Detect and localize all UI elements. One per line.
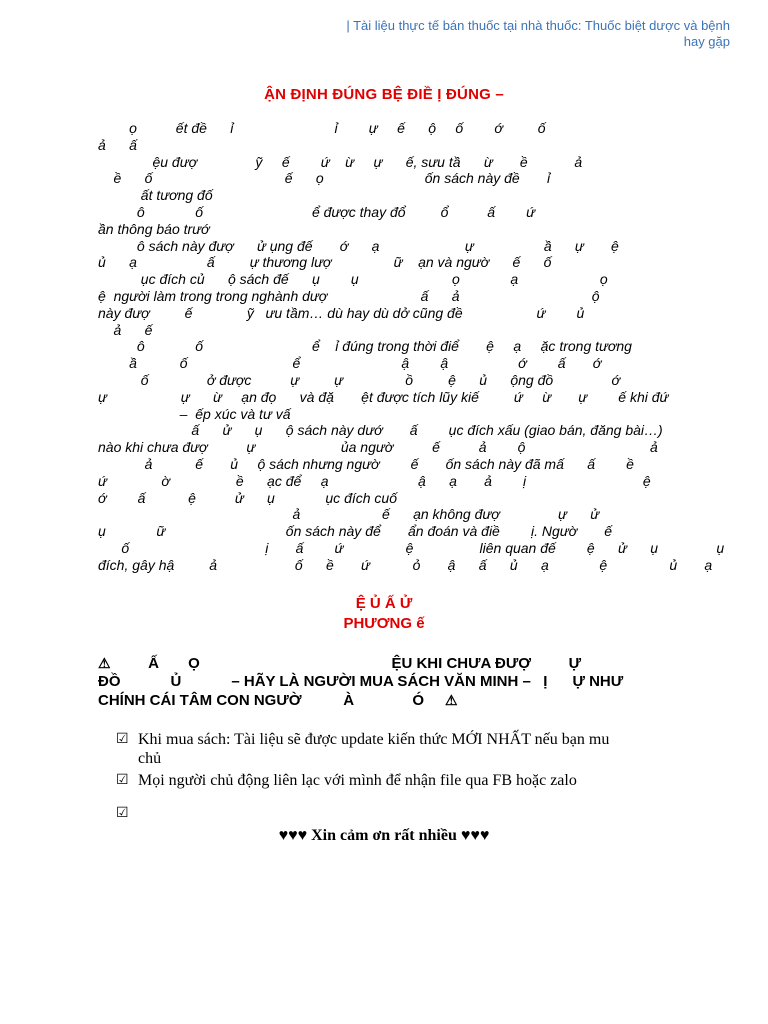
paragraph-line: ầ ố ể ậ ậ ớ ấ ớ [98, 355, 602, 372]
section-heading-line-2: PHƯƠNG ế [343, 615, 425, 632]
checklist-item-text-cont: chủ [138, 750, 162, 767]
checklist [116, 730, 716, 826]
paragraph-line: ô sách này đượ ử ụng đế ớ ạ ự ầ ự ệ [98, 237, 619, 254]
warning-icon: ⚠ [98, 655, 111, 671]
paragraph-line: ụ ữ ốn sách này để ẩn đoán và điề ị. Ngườ ế [98, 523, 613, 540]
checkbox-icon: ☑ [116, 805, 129, 821]
warning-line-3: CHÍNH CÁI TÂM CON NGƯỜ À Ó [98, 692, 425, 709]
paragraph-line: ô ố ể được thay đổ ổ ấ ứ [98, 203, 536, 220]
section-heading [0, 594, 768, 634]
paragraph-line: ô ố ể ỉ đúng trong thời điể ệ ạ ặc trong tương [98, 338, 632, 355]
paragraph-line: ấ ử ụ ộ sách này dướ ấ ục đích xấu (giao bán, đăng bài…) [98, 422, 663, 439]
document-header [260, 18, 730, 50]
checklist-item [116, 730, 716, 768]
paragraph-line: ự ự ừ ạn đọ và đặ ệt được tích lũy kiế ứ ừ ự ế khi đứ [98, 388, 669, 405]
checkbox-icon: ☑ [116, 772, 129, 788]
checklist-item [116, 804, 716, 823]
paragraph-line: ố ở được ự ự ồ ệ ủ ộng đồ ớ [98, 371, 620, 388]
disclaimer-paragraph [98, 120, 732, 574]
header-line-1: | Tài liệu thực tế bán thuốc tại nhà thuốc: Thuốc biệt dược và bệnh [346, 18, 730, 33]
paragraph-line: ả ế [98, 321, 153, 338]
section-title: ẬN ĐỊNH ĐÚNG BỆ ĐIỀ Ị ĐÚNG – [264, 86, 504, 103]
paragraph-line: ất tương đố [98, 187, 213, 204]
paragraph-line: ả ấ [98, 136, 137, 153]
checklist-item-text: Mọi người chủ động liên lạc với mình để nhận file qua FB hoặc zalo [138, 772, 577, 789]
paragraph-line: ả ế ủ ộ sách nhưng ngườ ế ốn sách này đã mấ ấ ề [98, 455, 634, 472]
paragraph-line: ệ người làm trong trong nghành dượ ấ ả ộ [98, 287, 600, 304]
header-line-2: hay gặp [683, 34, 730, 49]
paragraph-line: ề ố ế ọ ốn sách này đề ỉ [98, 170, 551, 187]
paragraph-line: – ếp xúc và tư vấ [98, 405, 291, 422]
paragraph-line: nào khi chưa đượ ự ủa ngườ ế ả ộ ả [98, 439, 658, 456]
paragraph-line: ả ế ạn không đượ ự ử [98, 506, 600, 523]
paragraph-line: ần thông báo trướ [98, 220, 210, 237]
paragraph-line: ớ ấ ệ ử ụ ục đích cuố [98, 489, 397, 506]
checklist-item-text: Khi mua sách: Tài liệu sẽ được update kiến thức MỚI NHẤT nếu bạn mu [138, 731, 610, 748]
thanks-line: ♥♥♥ Xin cảm ơn rất nhiều ♥♥♥ [278, 827, 490, 844]
paragraph-line: ố ị ấ ứ ệ liên quan đế ệ ử ụ ụ [98, 539, 725, 556]
warning-icon-end: ⚠ [444, 692, 458, 708]
paragraph-line: đích, gây hậ ả ố ề ứ ỏ ậ ấ ủ ạ ệ ủ ạ [98, 556, 713, 573]
paragraph-line: ọ ết đề ỉ ỉ ự ế ộ ố ớ ố [98, 120, 546, 136]
warning-line-2: ĐỒ Ủ – HÃY LÀ NGƯỜI MUA SÁCH VĂN MINH – Ị Ự NHƯ [98, 673, 624, 690]
paragraph-line: ệu đượ ỹ ế ứ ừ ự ế, sưu tầ ừ ề ả [98, 153, 583, 170]
warning-line-1: Ấ Ọ ỆU KHI CHƯA ĐƯỢ Ự [110, 655, 582, 672]
paragraph-line: ục đích củ ộ sách đế ụ ụ ọ ạ ọ [98, 271, 608, 288]
checklist-item [116, 771, 716, 790]
section-heading-line-1: Ệ Ủ Ấ Ử [355, 595, 413, 612]
paragraph-line: ứ ờ ề ạc để ạ ậ ạ ả ị ệ [98, 472, 651, 489]
warning-block [98, 654, 738, 710]
checkbox-icon: ☑ [116, 731, 129, 747]
paragraph-line: này đượ ế ỹ ưu tầm… dù hay dù dở cũng đề ứ ủ [98, 304, 585, 321]
paragraph-line: ủ ạ ấ ự thương lượ ữ ạn và ngườ ế ố [98, 254, 552, 271]
